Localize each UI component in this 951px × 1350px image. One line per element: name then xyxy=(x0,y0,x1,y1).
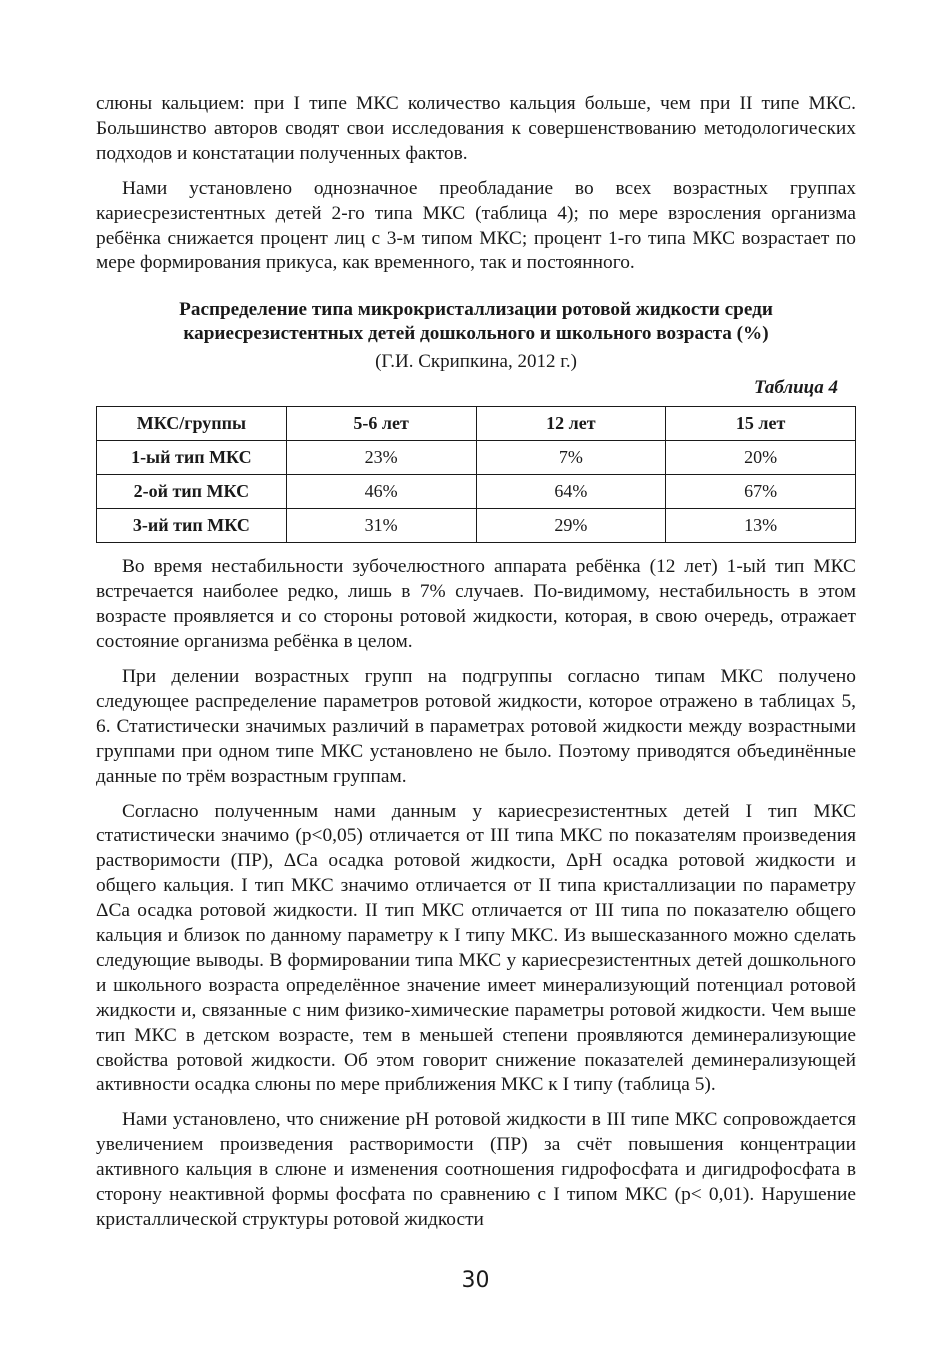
table-title-line: Распределение типа микрокристаллизации ротовой жидкости среди xyxy=(179,299,773,321)
table-cell: 31% xyxy=(286,509,476,543)
page-number: 30 xyxy=(461,1268,490,1293)
paragraph: слюны кальцием: при I типе МКС количество кальция больше, чем при II типе МКС. Большинство авторов сводят свои исследования к совершенствованию методологических подходов и констатации полученных фактов. xyxy=(96,93,856,164)
column-header: 15 лет xyxy=(666,407,856,441)
table-source: (Г.И. Скрипкина, 2012 г.) xyxy=(375,351,577,373)
table-label: Таблица 4 xyxy=(753,377,838,399)
table-cell: 46% xyxy=(286,475,476,509)
paragraph: При делении возрастных групп на подгруппы согласно типам МКС получено следующее распределение параметров ротовой жидкости, которое отражено в таблицах 5, 6. Статистически значимых различий в параметрах ротовой жидкости между возрастными группами при одном типе МКС установлено не было. Поэтому приводятся объединённые данные по трём возрастным группам. xyxy=(96,665,856,787)
table-row xyxy=(97,475,856,509)
table-cell: 29% xyxy=(476,509,666,543)
paragraph: Нами установлено, что снижение рН ротовой жидкости в III типе МКС сопровождается увеличением произведения растворимости (ПР) за счёт повышения концентрации активного кальция в слюне и изменения соотношения гидрофосфата и дигидрофосфата в сторону неактивной формы фосфата по сравнению с I типом МКС (р< 0,01). Нарушение кристаллической структуры ротовой жидкости xyxy=(96,1109,856,1230)
table-cell: 13% xyxy=(666,509,856,543)
table-title-line: кариесрезистентных детей дошкольного и школьного возраста (%) xyxy=(183,323,769,345)
column-header: 5-6 лет xyxy=(286,407,476,441)
paragraph: Нами установлено однозначное преобладание во всех возрастных группах кариесрезистентных детей 2-го типа МКС (таблица 4); по мере взросления организма ребёнка снижается процент лиц с 3-м типом МКС; процент 1-го типа МКС возрастает по мере формирования прикуса, как временного, так и постоянного. xyxy=(96,177,856,274)
table-row xyxy=(97,441,856,475)
column-header: МКС/группы xyxy=(97,407,287,441)
table-cell: 67% xyxy=(666,475,856,509)
table-header-row xyxy=(97,407,856,441)
table-cell: 23% xyxy=(286,441,476,475)
table-cell: 64% xyxy=(476,475,666,509)
paragraph: Согласно полученным нами данным у кариесрезистентных детей I тип МКС статистически значимо (р<0,05) отличается от III типа МКС по показателям произведения растворимости (ПР), ΔCa осадка ротовой жидкости, ΔрН осадка ротовой жидкости и общего кальция. I тип МКС значимо отличается от II типа кристаллизации по параметру ΔCa осадка ротовой жидкости. II тип МКС отличается от III типа по показателю общего кальция и близок по данному параметру к I типу МКС. Из вышесказанного можно сделать следующие выводы. В формировании типа МКС у кариесрезистентных детей дошкольного и школьного возраста определённое значение имеет минерализующий потенциал ротовой жидкости и, связанные с ним физико-химические параметры ротовой жидкости. Чем выше тип МКС в детском возрасте, тем в меньшей степени проявляются деминерализующие свойства ротовой жидкости. Об этом говорит снижение показателей деминерализующей активности осадка слюны по мере приближения МКС к I типу (таблица 5). xyxy=(96,800,856,1096)
column-header: 12 лет xyxy=(476,407,666,441)
page-content xyxy=(96,92,856,1243)
table-cell: 7% xyxy=(476,441,666,475)
table-row xyxy=(97,509,856,543)
table-title xyxy=(96,298,856,346)
table-cell: 20% xyxy=(666,441,856,475)
row-header: 3-ий тип МКС xyxy=(97,509,287,543)
row-header: 1-ый тип МКС xyxy=(97,441,287,475)
data-table xyxy=(96,406,856,543)
row-header: 2-ой тип МКС xyxy=(97,475,287,509)
paragraph: Во время нестабильности зубочелюстного аппарата ребёнка (12 лет) 1-ый тип МКС встречается наиболее редко, лишь в 7% случаев. По-видимому, нестабильность в этом возрасте проявляется и со стороны ротовой жидкости, которая, в свою очередь, отражает состояние организма ребёнка в целом. xyxy=(96,556,856,653)
